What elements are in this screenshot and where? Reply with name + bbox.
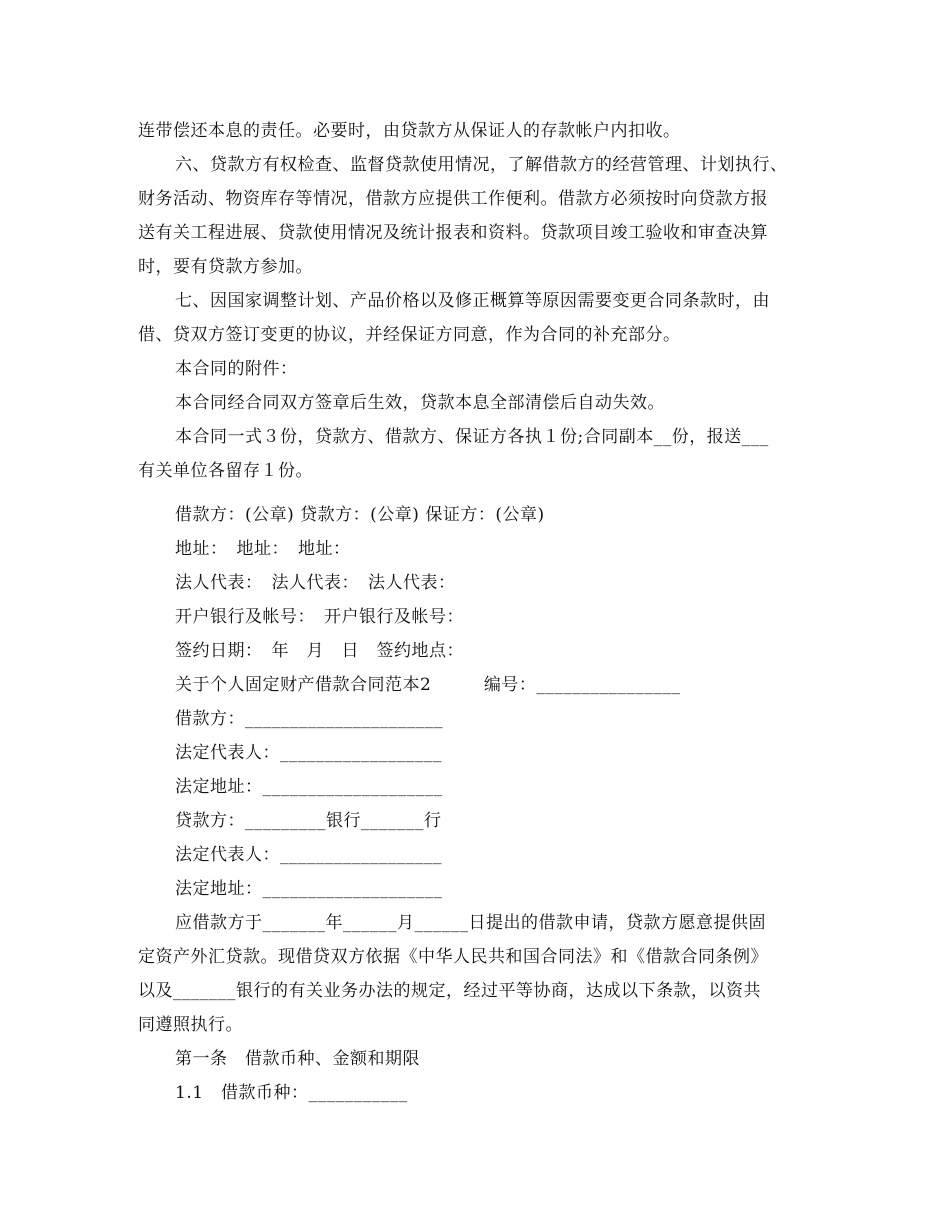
legal-rep-field: 法定代表人：__________________	[175, 845, 442, 865]
bank-account-line: 开户银行及帐号： 开户银行及帐号：	[175, 607, 464, 627]
clause-6-line: 六、贷款方有权检查、监督贷款使用情况，了解借款方的经营管理、计划执行、	[175, 155, 788, 175]
seal-line: 借款方：(公章) 贷款方：(公章) 保证方：(公章)	[175, 505, 545, 525]
legal-rep-line: 法人代表： 法人代表： 法人代表：	[175, 573, 456, 593]
copies-line: 本合同一式３份，贷款方、借款方、保证方各执１份;合同副本__份，报送___	[175, 427, 769, 447]
text-line: 借、贷双方签订变更的协议，并经保证方同意，作为合同的补充部分。	[138, 325, 681, 345]
text-line: 同遵照执行。	[138, 1015, 243, 1035]
legal-address-field: 法定地址：____________________	[175, 777, 443, 797]
text-line: 有关单位各留存１份。	[138, 461, 313, 481]
legal-rep-field: 法定代表人：__________________	[175, 743, 442, 763]
text-line: 财务活动、物资库存等情况，借款方应提供工作便利。借款方必须按时向贷款方报	[138, 189, 768, 209]
clause-7-line: 七、因国家调整计划、产品价格以及修正概算等原因需要变更合同条款时，由	[175, 291, 770, 311]
legal-address-field: 法定地址：____________________	[175, 879, 443, 899]
text-line: 定资产外汇贷款。现借贷双方依据《中华人民共和国合同法》和《借款合同条例》	[138, 947, 768, 967]
contract-title-line: 关于个人固定财产借款合同范本2 编号：________________	[175, 675, 681, 695]
article-1-heading: 第一条 借款币种、金额和期限	[175, 1049, 420, 1069]
borrower-line: 借款方：______________________	[175, 709, 443, 729]
text-line: 以及_______银行的有关业务办法的规定，经过平等协商，达成以下条款，以资共	[138, 981, 761, 1001]
text-line: 送有关工程进展、贷款使用情况及统计报表和资料。贷款项目竣工验收和审查决算	[138, 223, 768, 243]
text-line: 连带偿还本息的责任。必要时，由贷款方从保证人的存款帐户内扣收。	[138, 121, 681, 141]
sign-date-line: 签约日期： 年 月 日 签约地点：	[175, 641, 464, 661]
lender-line: 贷款方：_________银行_______行	[175, 811, 442, 831]
application-line: 应借款方于_______年______月______日提出的借款申请，贷款方愿意提供固	[175, 913, 766, 933]
effect-line: 本合同经合同双方签章后生效，贷款本息全部清偿后自动失效。	[175, 393, 665, 413]
address-line: 地址： 地址： 地址：	[175, 539, 351, 559]
text-line: 时，要有贷款方参加。	[138, 257, 313, 277]
currency-line: 1.1 借款币种：___________	[175, 1083, 408, 1103]
attachments-line: 本合同的附件：	[175, 359, 298, 379]
